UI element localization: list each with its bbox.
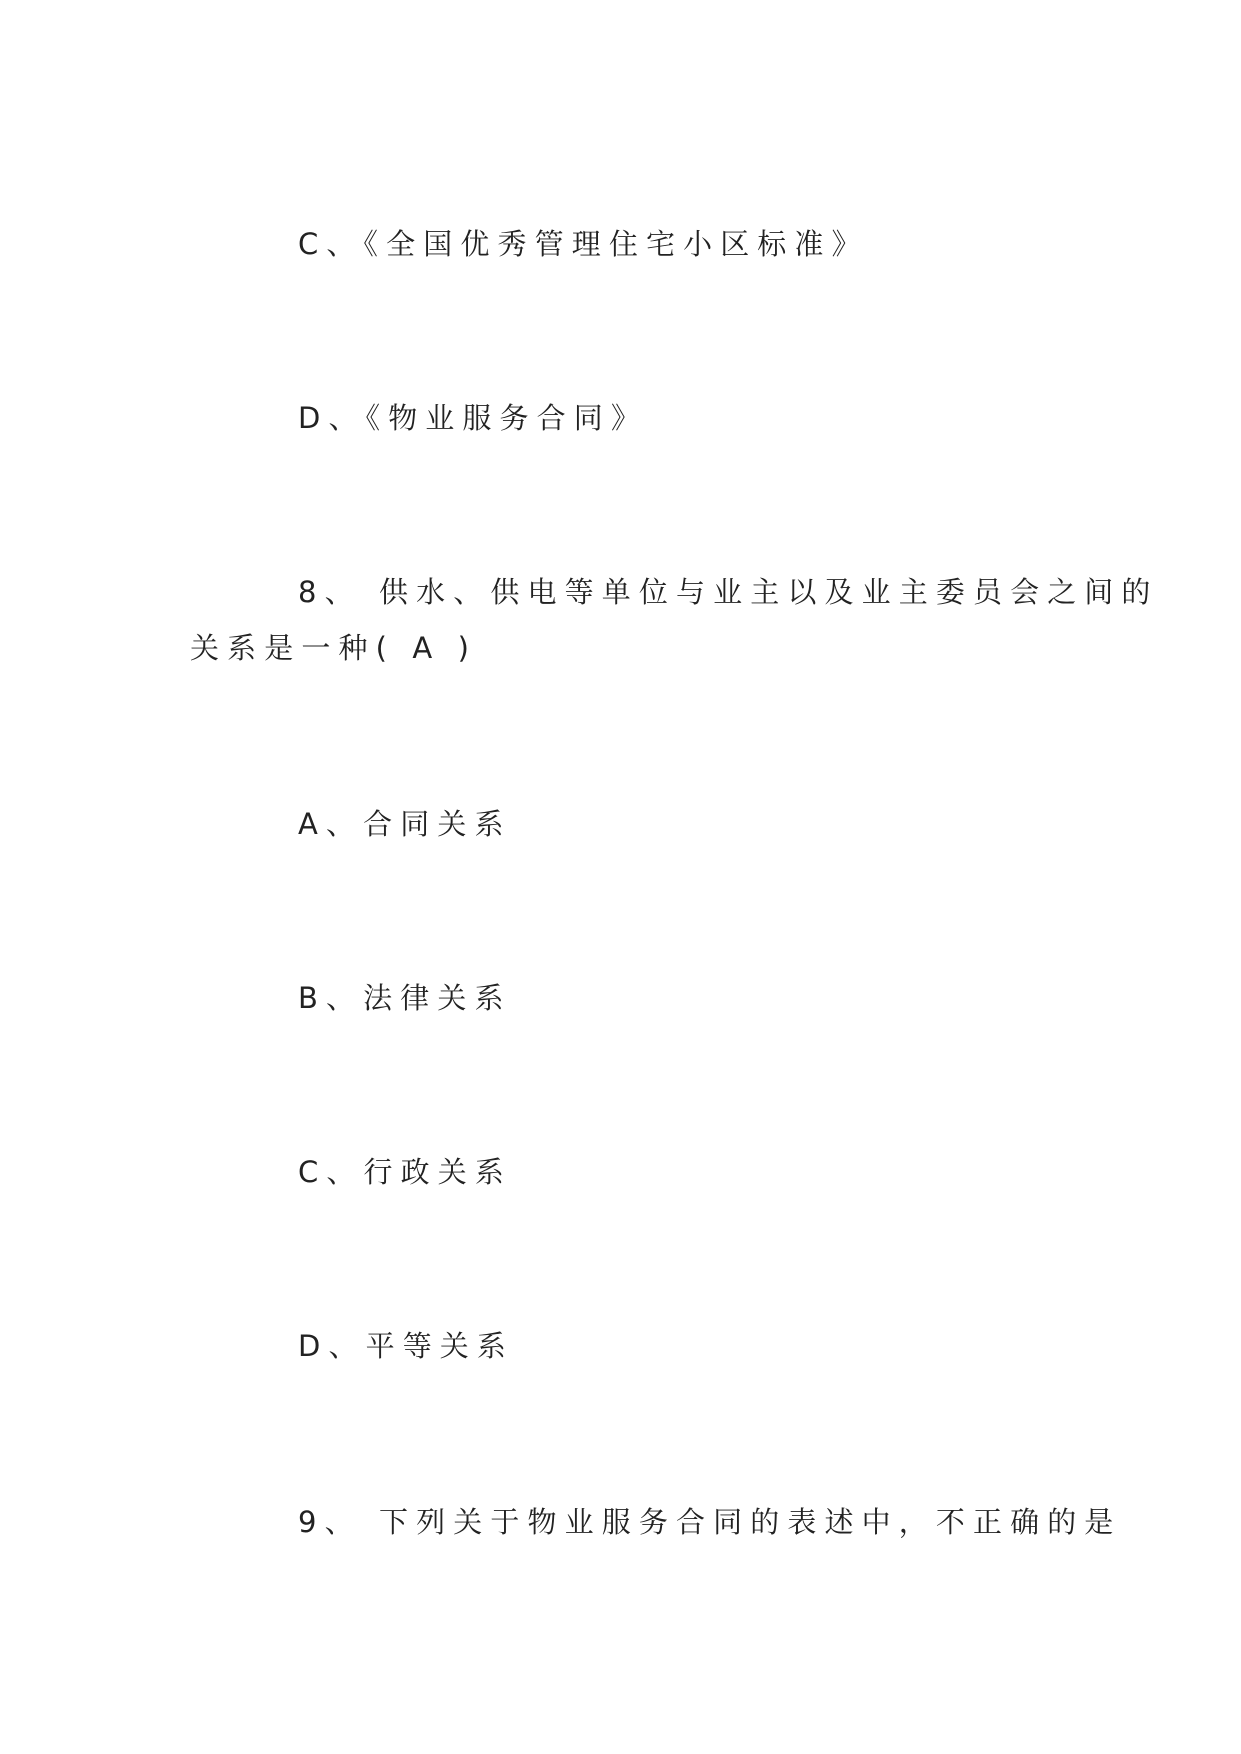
option-c-q8: C、行政关系: [298, 1155, 512, 1189]
option-c-q7: C、《全国优秀管理住宅小区标准》: [298, 227, 869, 261]
question-8-line-2: 关系是一种( A ): [190, 631, 478, 665]
question-9-line-1: 9、 下列关于物业服务合同的表述中，不正确的是: [298, 1505, 1122, 1539]
option-d-q8: D、平等关系: [298, 1329, 515, 1363]
option-b-q8: B、法律关系: [298, 981, 512, 1015]
option-a-q8: A、合同关系: [298, 807, 512, 841]
question-8-line-1: 8、 供水、供电等单位与业主以及业主委员会之间的: [298, 575, 1159, 609]
option-d-q7: D、《物业服务合同》: [298, 401, 649, 435]
